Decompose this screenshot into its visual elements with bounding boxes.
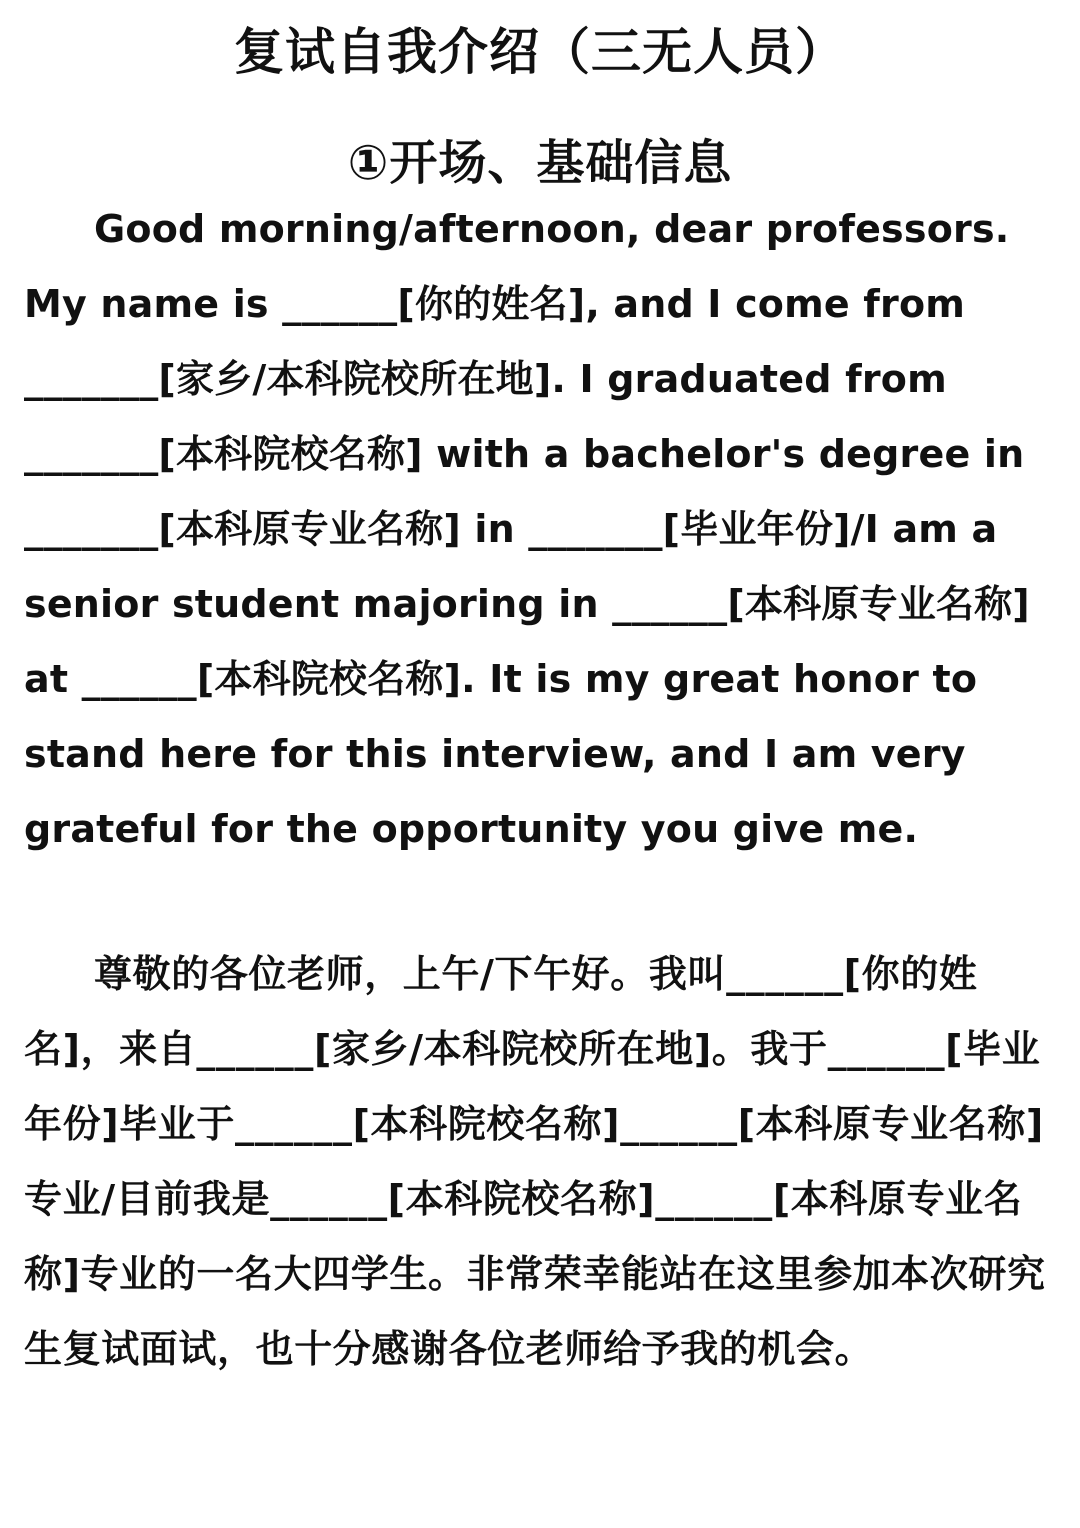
section-heading: ①开场、基础信息 xyxy=(347,135,733,191)
english-paragraph: Good morning/afternoon, dear professors. My name is ______[你的姓名], and I come from _______[家乡/本科院校所在地]. I graduated from _______[本科院校名称] with a bachelor's degree in _______[本科原专业名称] in _______[毕业年份]/I am a senior student majoring in ______[本科原专业名称] at ______[本科院校名称]. It is my great honor to stand here for this interview, and I am very grateful for the opportunity you give me. xyxy=(24,207,1030,851)
document-title: 复试自我介绍（三无人员） xyxy=(234,23,846,81)
chinese-paragraph: 尊敬的各位老师，上午/下午好。我叫______[你的姓名]，来自______[家乡/本科院校所在地]。我于______[毕业年份]毕业于______[本科院校名称]______[本科原专业名称]专业/目前我是______[本科院校名称]______[本科原专业名称]专业的一名大四学生。非常荣幸能站在这里参加本次研究生复试面试，也十分感谢各位老师给予我的机会。 xyxy=(24,952,1046,1371)
